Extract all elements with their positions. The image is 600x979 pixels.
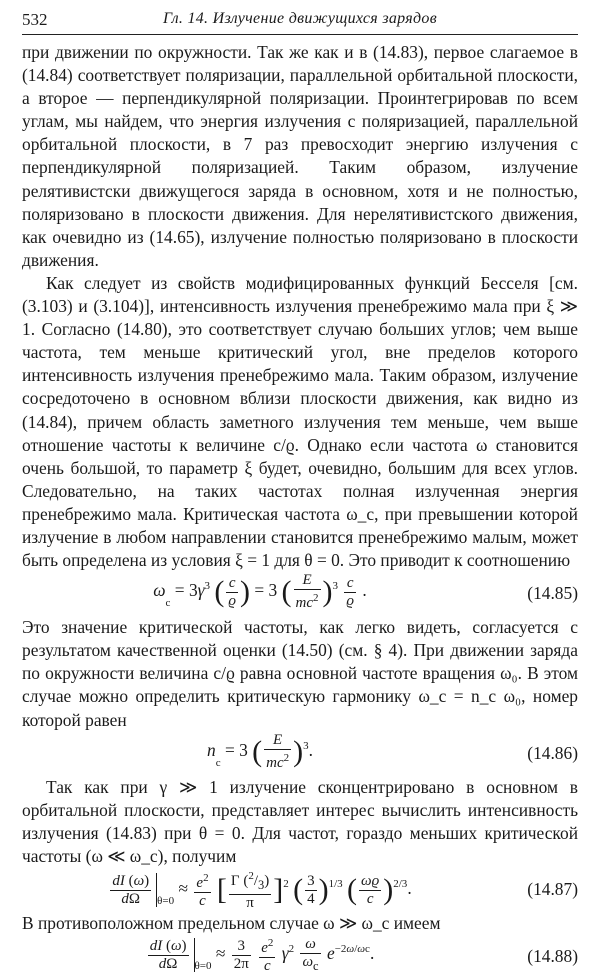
equation-14-87-body: $\frac{dI (\omega)}{d\Omega}$ $_{\theta=0}$ ≈ $\frac{e^2}{c}$ [ $\frac{\Gamma (^2/_3)}{\pi}$ ]$^2$ ( $\frac{3}{4}$ )$^{1/3}$ ( $\frac{\omega ϱ}{c}$ )$^{2/3}$. xyxy=(112,870,412,911)
equation-number: (14.86) xyxy=(527,742,578,763)
paragraph-3: Это значение критической частоты, как легко видеть, согласуется с результатом качественной оценки (14.50) (см. § 4). При движении заряда по окружности величина c/ϱ равна основной частоте вращения ω₀. В этом случае можно определить критическую гармонику ω_c = n_c ω₀, номер которой равен xyxy=(22,617,578,730)
paragraph-2: Как следует из свойств модифицированных функций Бесселя [см. (3.103) и (3.104)], интенсивность излучения пренебрежимо мала при ξ ≫ 1. Согласно (14.80), это соответствует случаю больших углов; чем выше частота, тем меньше критический угол, вне пределов которого интенсивность излучения пренебрежимо мала. Таким образом, излучение сосредоточено в основном вблизи плоскости движения, как видно из (14.84), причем область заметного излучения тем меньше, чем выше отношение частоты к величине c/ϱ. Однако если частота ω становится очень большой, то параметр ξ будет, очевидно, большим для всех углов. Следовательно, на таких частотах полная излученная энергия пренебрежимо мала. Критическая частота ω_c, при превышении которой излучение в любом направлении становится пренебрежимо малым, может быть определена из условия ξ = 1 для θ = 0. Это приводит к соотношению xyxy=(22,272,578,571)
equation-14-87 xyxy=(22,868,578,912)
paragraph-1: при движении по окружности. Так же как и в (14.83), первое слагаемое в (14.84) соответствует поляризации, параллельной орбитальной плоскости, а второе — перпендикулярной поляризации. Проинтегрировав по всем углам, мы найдем, что энергия излучения с поляризацией, параллельной орбитальной плоскости, в 7 раз превосходит энергию излучения с перпендикулярной поляризацией. Таким образом, излучение релятивистски движущегося заряда в основном, хотя и не полностью, поляризовано в плоскости движения. Для нерелятивистского движения, как очевидно из (14.65), излучение полностью поляризовано в плоскости движения. xyxy=(22,42,578,270)
page-header xyxy=(22,10,578,32)
running-title: Гл. 14. Излучение движущихся зарядов xyxy=(163,10,437,27)
equation-14-86-body: $n_c = 3$ ( $\frac{E}{mc^2}$ )$^3$. xyxy=(207,731,313,771)
equation-14-88-body: $\frac{dI (\omega)}{d\Omega}$ $_{\theta=0}$ ≈ $\frac{3}{2\pi}$ $\frac{e^2}{c}$ $\gamma^2$ $\frac{\omega}{\omega_c}$ $e^{-2\omega/\omega c}$. xyxy=(149,935,375,975)
equation-number: (14.87) xyxy=(527,879,578,899)
paragraph-5: В противоположном предельном случае ω ≫ ω_c имеем xyxy=(22,913,441,933)
equation-14-85-body: $\omega_c = 3\gamma^3$ ( $\frac{c}{ϱ}$ ) = 3 ( $\frac{E}{mc^2}$ )$^3$ $\frac{c}{ϱ}$ . xyxy=(153,572,367,612)
page-body xyxy=(22,41,578,979)
header-rule xyxy=(22,34,578,35)
equation-14-86 xyxy=(22,732,578,776)
equation-14-88 xyxy=(22,935,578,979)
equation-14-85 xyxy=(22,572,578,616)
page-number: 532 xyxy=(22,10,48,29)
equation-number: (14.88) xyxy=(527,946,578,967)
paragraph-4: Так как при γ ≫ 1 излучение сконцентрировано в основном в орбитальной плоскости, представляет интерес вычислить интенсивность излучения (14.83) при θ = 0. Для частот, гораздо меньших критической частоты (ω ≪ ω_c), получим xyxy=(22,776,578,866)
equation-number: (14.85) xyxy=(527,583,578,604)
